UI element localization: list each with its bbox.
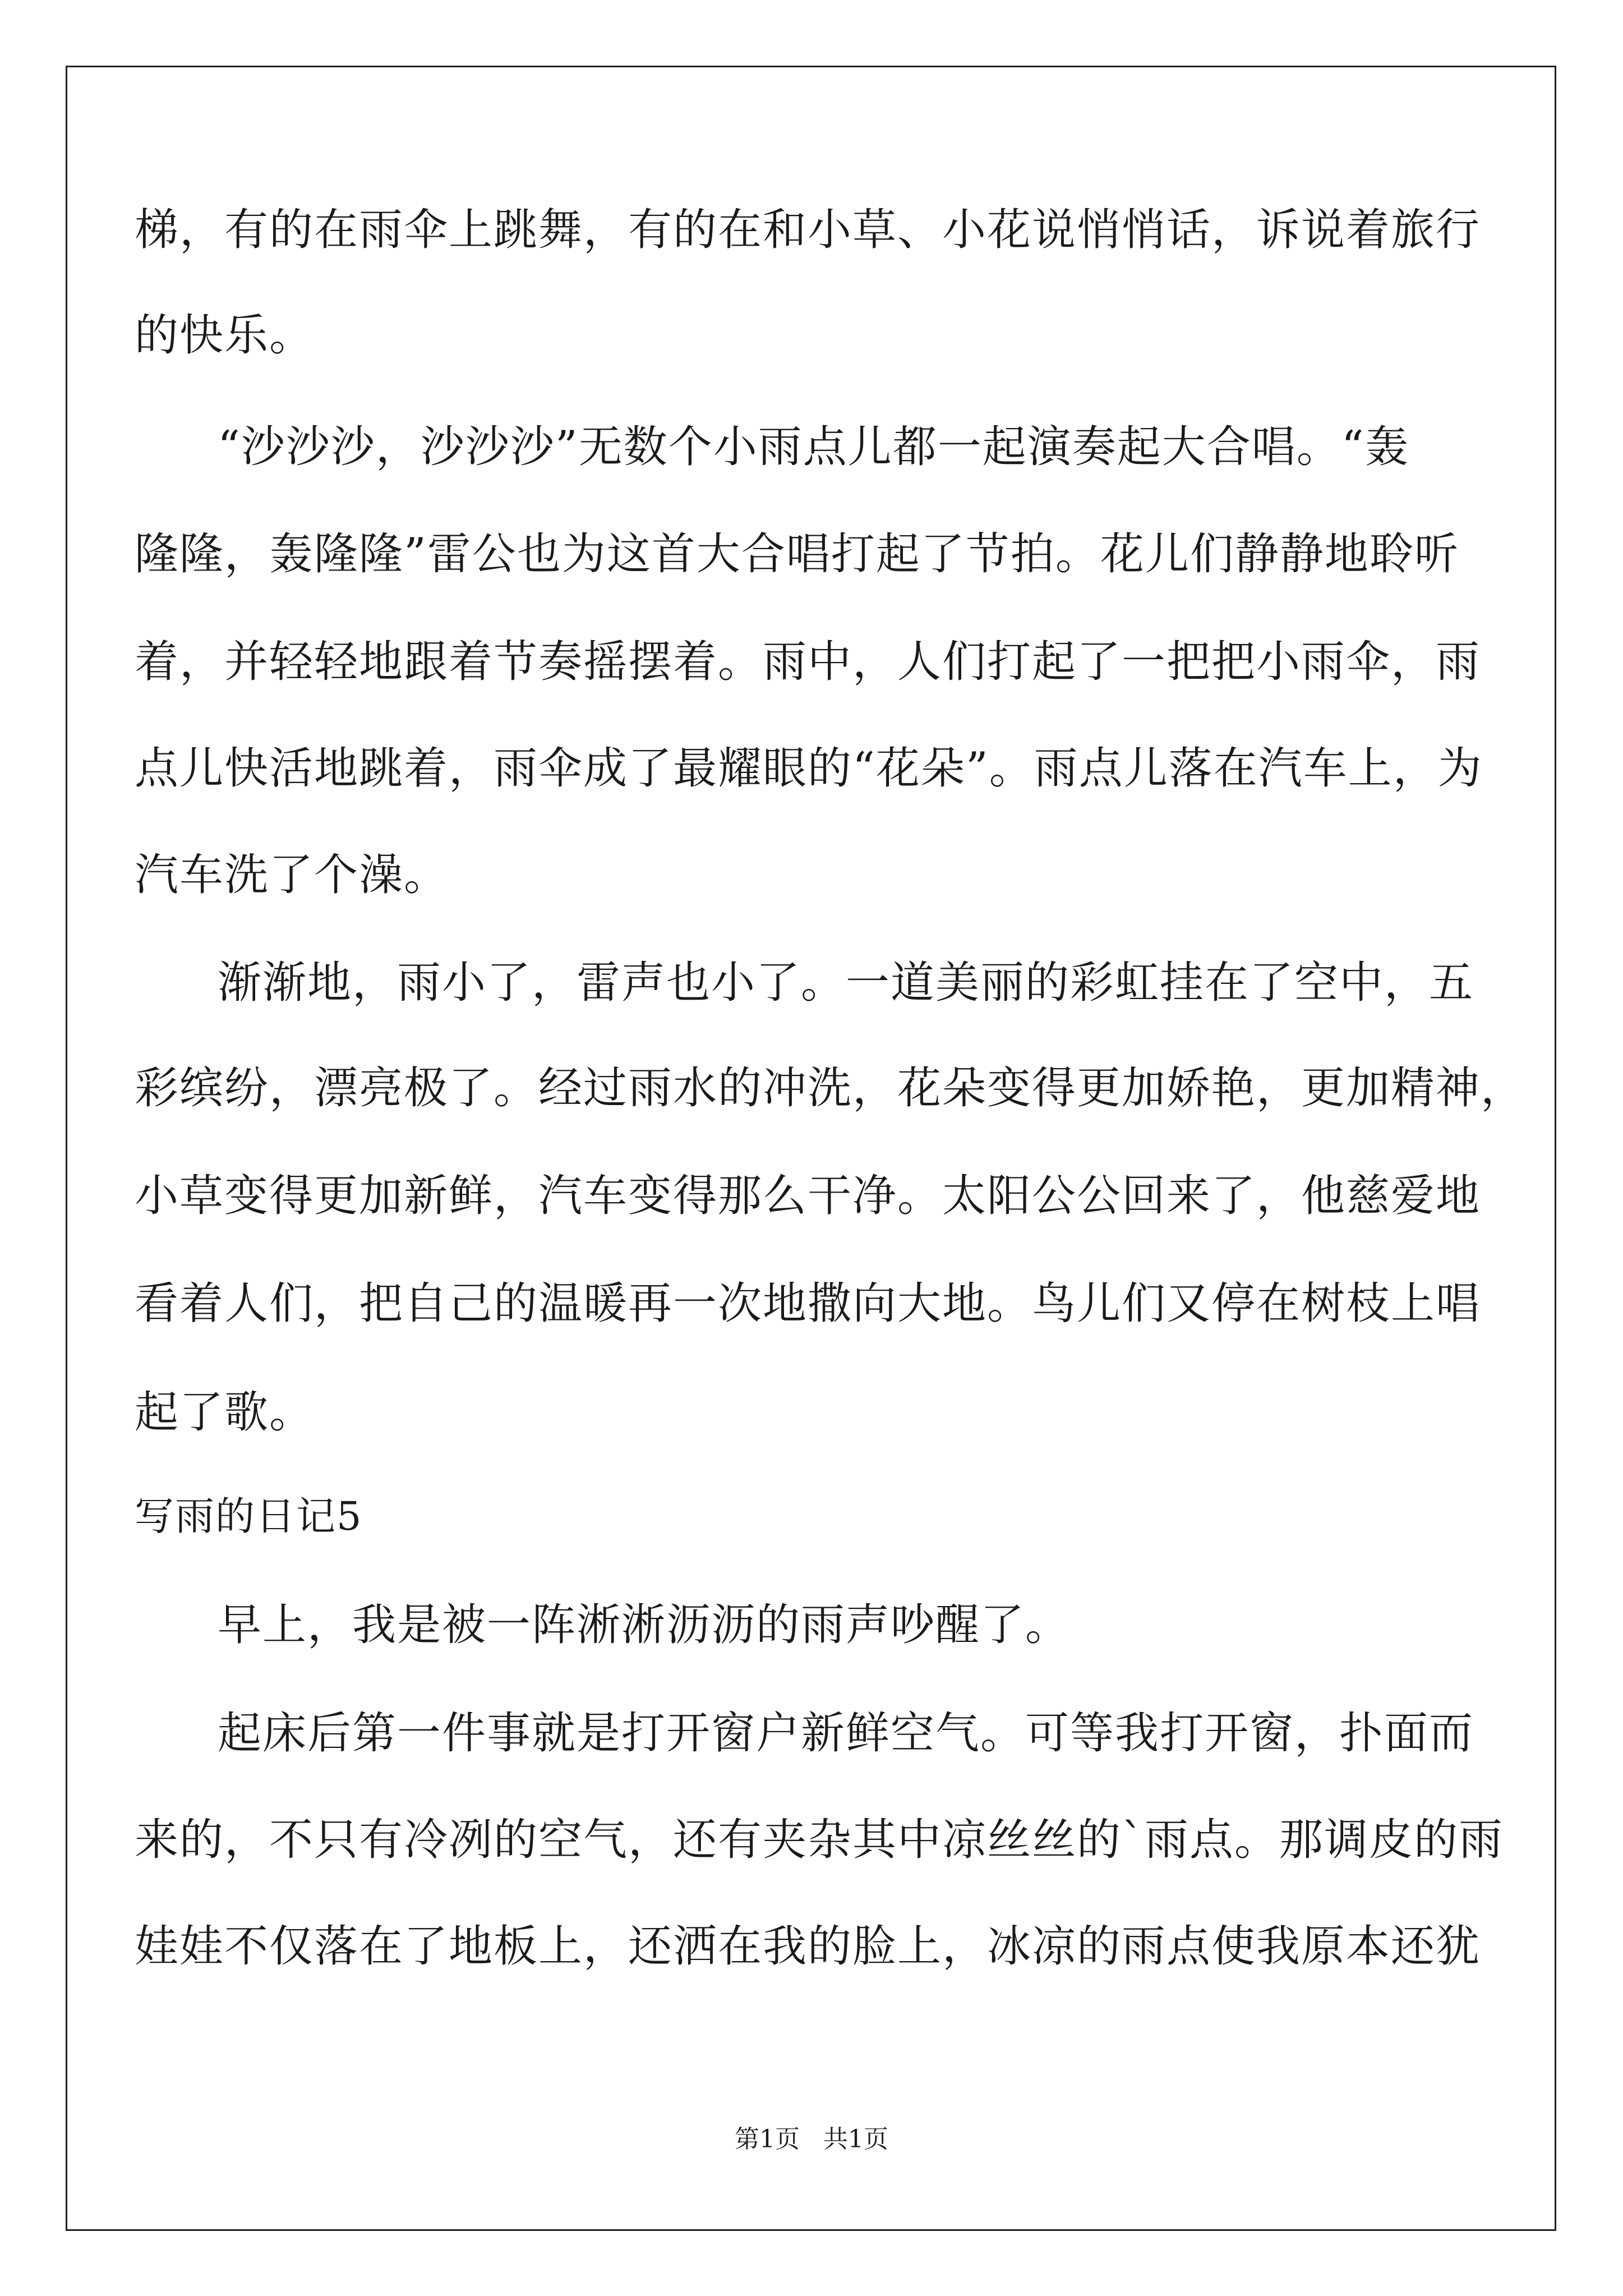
paragraph-line: 点儿快活地跳着，雨伞成了最耀眼的“花朵”。雨点儿落在汽车上，为: [135, 743, 1483, 794]
paragraph-line: 小草变得更加新鲜，汽车变得那么干净。太阳公公回来了，他慈爱地: [135, 1171, 1481, 1221]
paragraph-line: “沙沙沙，沙沙沙”无数个小雨点儿都一起演奏起大合唱。“轰: [218, 422, 1410, 472]
paragraph-line: 汽车洗了个澡。: [135, 850, 449, 900]
section-title: 写雨的日记5: [135, 1493, 363, 1539]
paragraph-line: 看着人们，把自己的温暖再一次地撒向大地。鸟儿们又停在树枝上唱: [135, 1278, 1481, 1329]
paragraph-line: 娃娃不仅落在了地板上，还洒在我的脸上，冰凉的雨点使我原本还犹: [135, 1921, 1481, 1972]
page-number-footer: 第1页 共1页: [735, 2125, 888, 2154]
page-border: [66, 66, 1556, 2231]
paragraph-line: 起了歌。: [135, 1387, 315, 1438]
paragraph-line: 彩缤纷，漂亮极了。经过雨水的冲洗，花朵变得更加娇艳，更加精神，: [135, 1063, 1526, 1114]
paragraph-line: 梯，有的在雨伞上跳舞，有的在和小草、小花说悄悄话，诉说着旅行: [135, 205, 1481, 255]
paragraph-line: 隆隆，轰隆隆”雷公也为这首大合唱打起了节拍。花儿们静静地聆听: [135, 529, 1459, 579]
paragraph-line: 着，并轻轻地跟着节奏摇摆着。雨中，人们打起了一把把小雨伞，雨: [135, 637, 1481, 687]
paragraph-line: 渐渐地，雨小了，雷声也小了。一道美丽的彩虹挂在了空中，五: [218, 958, 1474, 1008]
paragraph-line: 的快乐。: [135, 310, 315, 361]
paragraph-line: 早上，我是被一阵淅淅沥沥的雨声吵醒了。: [218, 1600, 1071, 1650]
paragraph-line: 起床后第一件事就是打开窗户新鲜空气。可等我打开窗，扑面而: [218, 1708, 1474, 1759]
paragraph-line: 来的，不只有冷冽的空气，还有夹杂其中凉丝丝的`雨点。那调皮的雨: [135, 1815, 1504, 1865]
